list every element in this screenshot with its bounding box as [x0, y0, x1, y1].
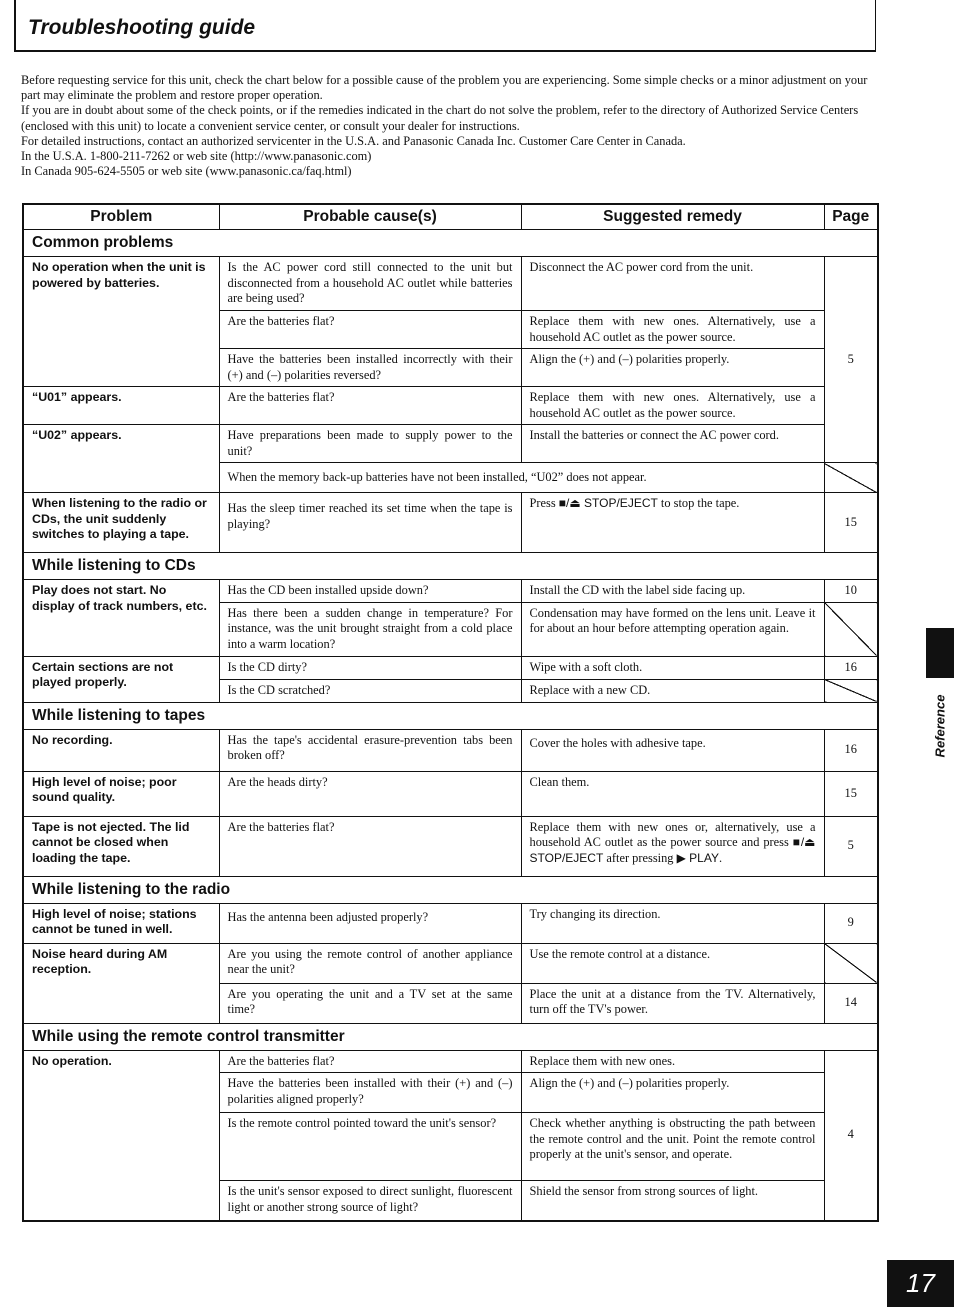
- header-cause: Probable cause(s): [219, 204, 521, 230]
- table-row: [23, 1050, 878, 1073]
- cause-cell: Is the remote control pointed toward the unit's sensor?: [219, 1113, 521, 1181]
- remedy-cell: [521, 816, 824, 876]
- table-row: [23, 729, 878, 771]
- table-row: [23, 816, 878, 876]
- page-cell: 4: [824, 1050, 878, 1221]
- cause-cell: Has the CD been installed upside down?: [219, 580, 521, 603]
- cause-cell: Are the batteries flat?: [219, 387, 521, 425]
- remedy-text: .: [718, 850, 723, 865]
- remedy-cell: Clean them.: [521, 771, 824, 816]
- problem-cell: High level of noise; poor sound quality.: [23, 771, 219, 816]
- intro-paragraph: For detailed instructions, contact an authorized servicenter in the U.S.A. and Panasonic Canada Inc. Customer Care Center in Canada.: [21, 133, 686, 148]
- page-cell: 16: [824, 729, 878, 771]
- section-row: [23, 876, 878, 903]
- page-cell: 10: [824, 580, 878, 603]
- page-title: Troubleshooting guide: [28, 16, 256, 39]
- cause-cell: Is the CD scratched?: [219, 679, 521, 702]
- table-row: [23, 580, 878, 603]
- header-remedy: Suggested remedy: [521, 204, 824, 230]
- table-row: [23, 387, 878, 425]
- remedy-cell: Try changing its direction.: [521, 903, 824, 943]
- page-cell: 14: [824, 983, 878, 1023]
- table-row: [23, 425, 878, 463]
- remedy-cell: Replace them with new ones. Alternatively, use a household AC outlet as the power source.: [521, 387, 824, 425]
- not-applicable-cell: [824, 602, 878, 656]
- troubleshooting-table: [22, 203, 879, 1222]
- table-header-row: [23, 204, 878, 230]
- section-radio: While listening to the radio: [23, 876, 878, 903]
- cause-cell: Are the batteries flat?: [219, 1050, 521, 1073]
- note-cell: When the memory back-up batteries have not been installed, “U02” does not appear.: [219, 463, 824, 493]
- remedy-text: after pressing: [603, 850, 677, 865]
- intro-text: [21, 73, 881, 179]
- cause-cell: Have the batteries been installed with their (+) and (–) polarities aligned properly?: [219, 1073, 521, 1113]
- cause-cell: Are you using the remote control of another appliance near the unit?: [219, 943, 521, 983]
- remedy-text: to stop the tape.: [657, 496, 740, 510]
- cause-cell: Is the AC power cord still connected to the unit but disconnected from a household AC outlet while batteries are being used?: [219, 257, 521, 311]
- remedy-cell: Condensation may have formed on the lens unit. Leave it for about an hour before attempting operation again.: [521, 602, 824, 656]
- title-box: [14, 0, 876, 52]
- page-cell: 15: [824, 771, 878, 816]
- intro-paragraph: In Canada 905-624-5505 or web site (www.panasonic.ca/faq.html): [21, 164, 352, 179]
- remedy-cell: Place the unit at a distance from the TV. Alternatively, turn off the TV's power.: [521, 983, 824, 1023]
- remedy-cell: [521, 493, 824, 553]
- header-problem: Problem: [23, 204, 219, 230]
- cause-cell: Has there been a sudden change in temperature? For instance, was the unit brought straight from a cold place into a warm location?: [219, 602, 521, 656]
- remedy-cell: Install the CD with the label side facing up.: [521, 580, 824, 603]
- cause-cell: Are the batteries flat?: [219, 816, 521, 876]
- side-label-text: Reference: [932, 694, 948, 758]
- cause-cell: Have preparations been made to supply power to the unit?: [219, 425, 521, 463]
- problem-cell: Certain sections are not played properly.: [23, 656, 219, 702]
- section-row: [23, 230, 878, 257]
- section-row: [23, 702, 878, 729]
- header-page: Page: [824, 204, 878, 230]
- section-row: [23, 553, 878, 580]
- cause-cell: Are the heads dirty?: [219, 771, 521, 816]
- remedy-cell: Check whether anything is obstructing the path between the remote control and the unit. Point the remote control properly at the unit's sensor, and operate.: [521, 1113, 824, 1181]
- remedy-cell: Replace them with new ones.: [521, 1050, 824, 1073]
- problem-cell: Play does not start. No display of track numbers, etc.: [23, 580, 219, 657]
- cause-cell: Has the sleep timer reached its set time when the tape is playing?: [219, 493, 521, 553]
- stop-eject-symbol: ■/⏏ STOP/EJECT: [529, 835, 816, 865]
- page-cell: 5: [824, 257, 878, 463]
- cause-cell: Are you operating the unit and a TV set at the same time?: [219, 983, 521, 1023]
- problem-cell: High level of noise; stations cannot be tuned in well.: [23, 903, 219, 943]
- table-row: [23, 903, 878, 943]
- cause-cell: Is the unit's sensor exposed to direct sunlight, fluorescent light or another strong source of light?: [219, 1181, 521, 1221]
- section-common: Common problems: [23, 230, 878, 257]
- not-applicable-cell: [824, 943, 878, 983]
- page-cell: 5: [824, 816, 878, 876]
- side-label: [926, 686, 954, 766]
- table-row: [23, 771, 878, 816]
- side-tab-marker: [926, 628, 954, 678]
- cause-cell: Have the batteries been installed incorrectly with their (+) and (–) polarities reversed?: [219, 349, 521, 387]
- remedy-cell: Wipe with a soft cloth.: [521, 656, 824, 679]
- not-applicable-cell: [824, 679, 878, 702]
- not-applicable-cell: [824, 463, 878, 493]
- cause-cell: Are the batteries flat?: [219, 311, 521, 349]
- problem-cell: “U02” appears.: [23, 425, 219, 493]
- remedy-cell: Replace with a new CD.: [521, 679, 824, 702]
- remedy-cell: Cover the holes with adhesive tape.: [521, 729, 824, 771]
- problem-cell: When listening to the radio or CDs, the unit suddenly switches to playing a tape.: [23, 493, 219, 553]
- section-cds: While listening to CDs: [23, 553, 878, 580]
- cause-cell: Is the CD dirty?: [219, 656, 521, 679]
- remedy-cell: Align the (+) and (–) polarities properly.: [521, 349, 824, 387]
- page-cell: 16: [824, 656, 878, 679]
- remedy-cell: Disconnect the AC power cord from the unit.: [521, 257, 824, 311]
- problem-cell: No operation.: [23, 1050, 219, 1221]
- remedy-cell: Shield the sensor from strong sources of light.: [521, 1181, 824, 1221]
- table-row: [23, 656, 878, 679]
- remedy-cell: Install the batteries or connect the AC power cord.: [521, 425, 824, 463]
- problem-cell: Tape is not ejected. The lid cannot be closed when loading the tape.: [23, 816, 219, 876]
- remedy-text: Press: [529, 496, 559, 510]
- problem-cell: No recording.: [23, 729, 219, 771]
- table-row: [23, 257, 878, 311]
- cause-cell: Has the antenna been adjusted properly?: [219, 903, 521, 943]
- page-cell: 9: [824, 903, 878, 943]
- cause-cell: Has the tape's accidental erasure-prevention tabs been broken off?: [219, 729, 521, 771]
- table-row: [23, 943, 878, 983]
- remedy-cell: Align the (+) and (–) polarities properly.: [521, 1073, 824, 1113]
- table-row: [23, 493, 878, 553]
- problem-cell: “U01” appears.: [23, 387, 219, 425]
- section-remote: While using the remote control transmitter: [23, 1023, 878, 1050]
- problem-cell: Noise heard during AM reception.: [23, 943, 219, 1023]
- intro-paragraph: If you are in doubt about some of the check points, or if the remedies indicated in the chart do not solve the problem, refer to the directory of Authorized Service Centers (enclosed with this unit) to locate a convenient service center, or consult your dealer for instructions.: [21, 103, 859, 133]
- section-tapes: While listening to tapes: [23, 702, 878, 729]
- remedy-cell: Use the remote control at a distance.: [521, 943, 824, 983]
- remedy-text: Replace them with new ones or, alternatively, use a household AC outlet as the power source and press: [529, 819, 816, 849]
- stop-eject-symbol: ■/⏏ STOP/EJECT: [558, 496, 658, 510]
- problem-cell: No operation when the unit is powered by batteries.: [23, 257, 219, 387]
- section-row: [23, 1023, 878, 1050]
- page-number: 17: [887, 1260, 954, 1307]
- remedy-cell: Replace them with new ones. Alternatively, use a household AC outlet as the power source.: [521, 311, 824, 349]
- intro-paragraph: In the U.S.A. 1-800-211-7262 or web site (http://www.panasonic.com): [21, 149, 372, 164]
- intro-paragraph: Before requesting service for this unit, check the chart below for a possible cause of the problem you are experiencing. Some simple checks or a minor adjustment on your part may eliminate the problem and restore proper operation.: [21, 73, 868, 103]
- page-cell: 15: [824, 493, 878, 553]
- play-symbol: ▶ PLAY: [676, 850, 719, 865]
